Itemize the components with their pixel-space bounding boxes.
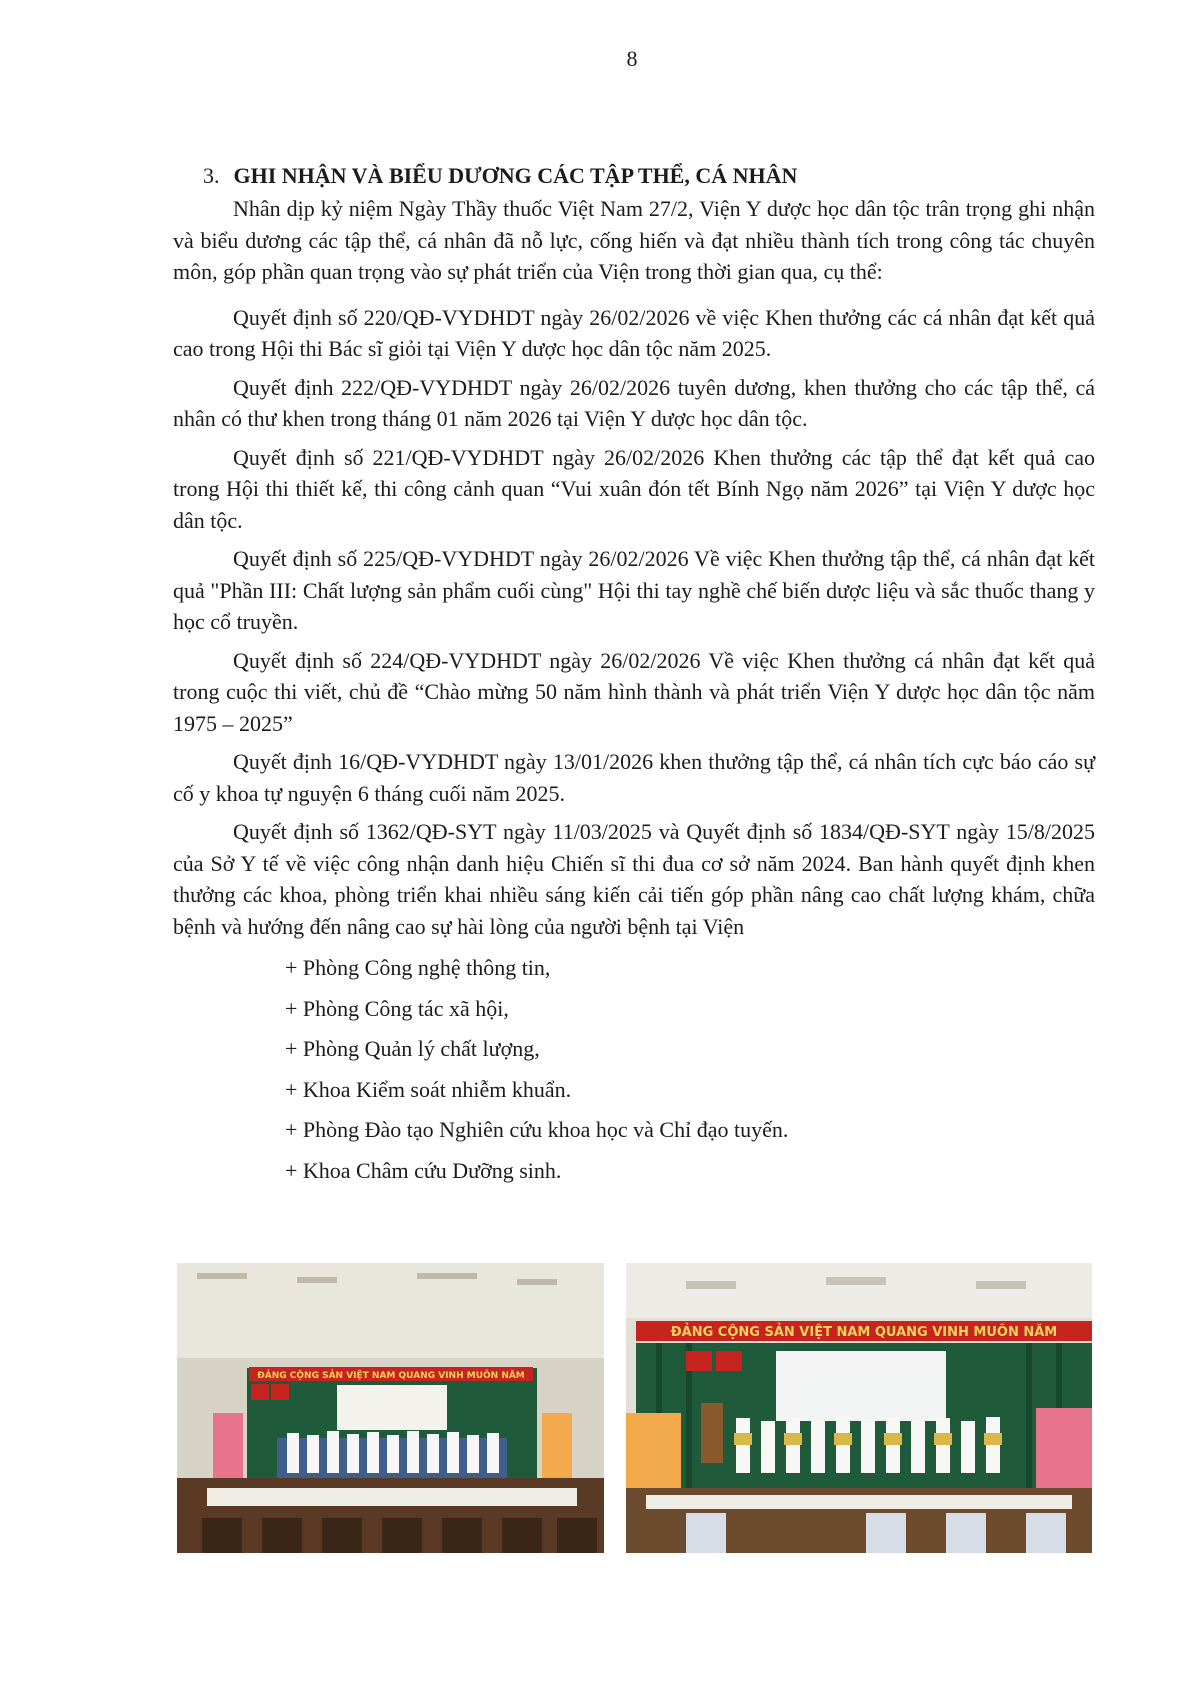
intro-paragraph: Nhân dịp kỷ niệm Ngày Thầy thuốc Việt Nam 27/2, Viện Y dược học dân tộc trân trọng ghi nhận và biểu dương các tập thể, cá nhân đã nỗ lực, cống hiến và đạt nhiều thành tích trong công tác chuyên môn, góp phần quan trọng vào sự phát triển của Viện trong thời gian qua, cụ thể: — [173, 196, 1095, 284]
section-title: GHI NHẬN VÀ BIỂU DƯƠNG CÁC TẬP THỂ, CÁ NHÂN — [233, 163, 798, 188]
decision-paragraph: Quyết định 16/QĐ-VYDHDT ngày 13/01/2026 khen thưởng tập thể, cá nhân tích cực báo cáo sự cố y khoa tự nguyện 6 tháng cuối năm 2025. — [173, 749, 1095, 806]
decision-paragraph: Quyết định số 221/QĐ-VYDHDT ngày 26/02/2026 Khen thưởng các tập thể đạt kết quả cao trong Hội thi thiết kế, thi công cảnh quan “Vui xuân đón tết Bính Ngọ năm 2026” tại Viện Y dược học dân tộc. — [173, 444, 1095, 533]
list-item: + Phòng Đào tạo Nghiên cứu khoa học và Chỉ đạo tuyến. — [285, 1117, 789, 1142]
list-item: + Phòng Quản lý chất lượng, — [285, 1036, 540, 1061]
page-number: 8 — [626, 46, 638, 71]
decision-paragraph: Quyết định số 225/QĐ-VYDHDT ngày 26/02/2026 Về việc Khen thưởng tập thể, cá nhân đạt kết quả "Phần III: Chất lượng sản phẩm cuối cùng" Hội thi tay nghề chế biến dược liệu và sắc thuốc thang y học cổ truyền. — [173, 546, 1095, 634]
decision-paragraph: Quyết định số 224/QĐ-VYDHDT ngày 26/02/2026 Về việc Khen thưởng cá nhân đạt kết quả trong cuộc thi viết, chủ đề “Chào mừng 50 năm hình thành và phát triển Viện Y dược học dân tộc năm 1975 – 2025” — [173, 647, 1095, 736]
photo-row — [177, 1263, 1092, 1553]
decision-paragraph: Quyết định 222/QĐ-VYDHDT ngày 26/02/2026 tuyên dương, khen thưởng cho các tập thể, cá nhân có thư khen trong tháng 01 năm 2026 tại Viện Y dược học dân tộc. — [173, 374, 1095, 431]
banner-text-left: ĐẢNG CỘNG SẢN VIỆT NAM QUANG VINH MUÔN NĂM — [257, 1371, 525, 1381]
list-item: + Khoa Châm cứu Dưỡng sinh. — [285, 1157, 562, 1183]
awarded-units-list — [173, 952, 1095, 1186]
document-body — [173, 160, 1095, 1195]
banner-text-right: ĐẢNG CỘNG SẢN VIỆT NAM QUANG VINH MUÔN NĂM — [670, 1325, 1058, 1340]
ceremony-photo-left — [177, 1263, 604, 1553]
ceremony-photo-right — [626, 1263, 1092, 1553]
list-item: + Phòng Công tác xã hội, — [285, 995, 509, 1021]
section-heading — [173, 160, 1095, 191]
decision-paragraph: Quyết định số 220/QĐ-VYDHDT ngày 26/02/2026 về việc Khen thưởng các cá nhân đạt kết quả cao trong Hội thi Bác sĩ giỏi tại Viện Y dược học dân tộc năm 2025. — [173, 304, 1095, 361]
list-item: + Khoa Kiểm soát nhiễm khuẩn. — [285, 1076, 572, 1102]
decision-paragraph: Quyết định số 1362/QĐ-SYT ngày 11/03/2025 và Quyết định số 1834/QĐ-SYT ngày 15/8/2025 của Sở Y tế về việc công nhận danh hiệu Chiến sĩ thi đua cơ sở năm 2024. Ban hành quyết định khen thưởng các khoa, phòng triển khai nhiều sáng kiến cải tiến góp phần nâng cao chất lượng khám, chữa bệnh và hướng đến nâng cao sự hài lòng của người bệnh tại Viện — [173, 819, 1095, 939]
section-number: 3. — [203, 163, 220, 188]
list-item: + Phòng Công nghệ thông tin, — [285, 955, 551, 980]
